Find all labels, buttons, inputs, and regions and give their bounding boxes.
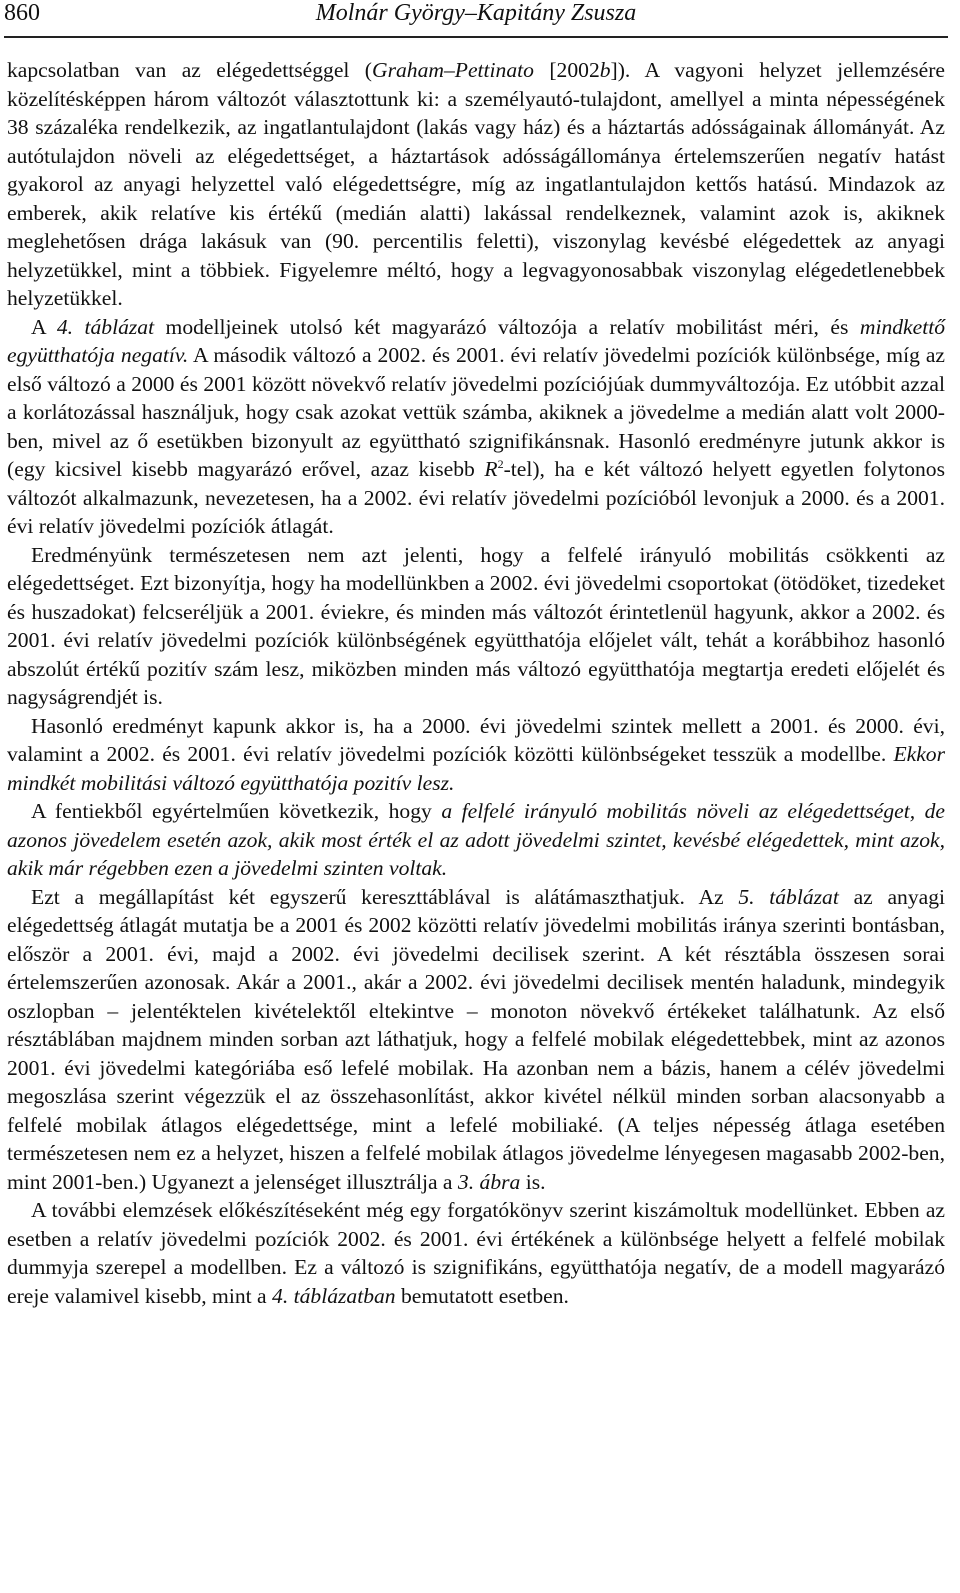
text-run: [2002 (533, 58, 600, 82)
text-run: kapcsolatban van az elégedettséggel ( (7, 58, 372, 82)
paragraph (7, 797, 945, 883)
paragraph (7, 56, 945, 313)
superscript: 2 (497, 457, 504, 471)
body-text (7, 56, 945, 1310)
text-run: is. (520, 1169, 546, 1194)
paragraph (7, 1196, 945, 1310)
italic-run: mindkettő együtthatója negatív. (7, 314, 945, 367)
italic-run: b (599, 58, 611, 82)
paragraph (7, 712, 945, 798)
text-run: A (31, 314, 57, 339)
italic-run: 3. ábra (457, 1169, 521, 1194)
text-run: az anyagi elégedettség átlagát mutatja be a 2001 és 2002 közötti relatív jövedelmi mobilitás iránya szerinti bontásban, először a 2001. évi, majd a 2002. évi jövedelmi decilisek szerint. A két résztábla összesen sorai értelemszerűen azonosak. Akár a 2001., akár a 2002. évi jövedelmi decilisek mentén haladunk, mindegyik oszlopban – jelentéktelen kivételektől eltekintve – monoton növekvő értékeket találhatunk. Az első résztáblában majdnem minden sorban azt láthatjuk, hogy a felfelé mobilak elégedettebbek, mint az azonos 2001. évi jövedelmi kategóriába eső lefelé mobilak. Ha azonban nem a bázis, hanem a célév jövedelmi megoszlása szerint végezzük el az összehasonlítást, akkor kivétel nélkül minden sorban alacsonyabb a felfelé mobilak átlagos elégedettsége, mint a lefelé mobiliaké. (A teljes népesség átlaga esetében természetesen nem ez a helyzet, hiszen a felfelé mobilak átlagos jövedelme lényegesen magasabb 2002-ben, mint 2001-ben.) Ugyanezt a jelenséget illusztrálja a (7, 884, 946, 1194)
italic-run: 5. táblázat (738, 884, 839, 909)
page-header (4, 0, 948, 38)
italic-run: Graham–Pettinato (372, 58, 534, 82)
page-number: 860 (4, 0, 40, 26)
text-run: A második változó a 2002. és 2001. évi relatív jövedelmi pozíciók különbsége, míg az első változó a 2000 és 2001 között növekvő relatív jövedelmi pozíciójúak dummyváltozója. Ez utóbbit azzal a korlátozással használjuk, hogy csak azokat vettük számba, akiknek a jövedelme a medián alatt volt 2000-ben, mivel az ő esetükben bizonyult az együttható szignifikánsnak. Hasonló eredményre jutunk akkor is (egy kicsivel kisebb magyarázó erővel, azaz kisebb (7, 343, 946, 481)
paragraph (7, 541, 945, 712)
text-run: Hasonló eredményt kapunk akkor is, ha a 2000. évi jövedelmi szintek mellett a 2001. és 2000. évi, valamint a 2002. és 2001. évi relatív jövedelmi pozíciók közötti különbségeket tesszük a modellbe. (7, 713, 945, 766)
italic-run: 4. táblázat (56, 314, 155, 339)
italic-run: 4. táblázatban (272, 1283, 396, 1308)
text-run: A fentiekből egyértelműen következik, hogy (31, 799, 442, 823)
italic-run: a felfelé irányuló mobilitás növeli az elégedettséget, de azonos jövedelem esetén azok, akik most érték el az adott jövedelmi szintet, kevésbé elégedettek, mint azok, akik már régebben ezen a jövedelmi szinten voltak. (7, 799, 945, 880)
text-run: modelljeinek utolsó két magyarázó változója a relatív mobilitást méri, és (154, 314, 860, 339)
text-run: Eredményünk természetesen nem azt jelenti, hogy a felfelé irányuló mobilitás csökkenti az elégedettséget. Ezt bizonyítja, hogy ha modellünkben a 2002. évi jövedelmi csoportokat (ötödöket, tizedeket és huszadokat) felcseréljük a 2001. éviekre, és minden más változót érintetlenül hagyunk, akkor a 2002. és 2001. évi relatív jövedelmi pozíciók különbségének együtthatója előjelet vált, tehát a korábbihoz hasonló abszolút értékű pozitív szám lesz, miközben minden más változó együtthatója megtartja eredeti előjelét és nagyságrendjét is. (7, 542, 945, 709)
text-run: Ezt a megállapítást két egyszerű kereszttáblával is alátámaszthatjuk. Az (31, 884, 739, 909)
paragraph (7, 883, 945, 1197)
text-run: bemutatott esetben. (395, 1283, 569, 1308)
text-run: A további elemzések előkészítéseként még egy forgatókönyv szerint kiszámoltuk modellünket. Ebben az esetben a relatív jövedelmi pozíciók 2002. és 2001. évi értékének a különbsége helyett a felfelé mobilak dummyja szerepel a modellben. Ez a változó is szignifikáns, együtthatója negatív, de a modell magyarázó ereje valamivel kisebb, mint a (7, 1198, 945, 1308)
italic-run: R (484, 457, 498, 481)
paragraph (7, 313, 945, 541)
italic-run: Ekkor mindkét mobilitási változó együtthatója pozitív lesz. (7, 742, 945, 795)
text-run: -tel), ha e két változó helyett egyetlen folytonos változót alkalmazunk, nevezetesen, ha a 2002. évi relatív jövedelmi pozícióból levonjuk a 2000. és a 2001. évi relatív jövedelmi pozíciók átlagát. (7, 457, 945, 538)
running-head: Molnár György–Kapitány Zsusza (315, 0, 637, 26)
text-run: ]). A vagyoni helyzet jellemzésére közelítésképpen három változót választottunk ki: a személyautó-tulajdont, amellyel a minta népességének 38 százaléka rendelkezik, az ingatlantulajdont (lakás vagy ház) és a háztartás adósságainak állományát. Az autótulajdon növeli az elégedettséget, a háztartások adósságállománya értelemszerűen negatív hatást gyakorol az anyagi helyzettel való elégedettségre, míg az ingatlantulajdon kettős hatású. Mindazok az emberek, akik relatíve kis értékű (medián alatti) lakással rendelkeznek, valamint azok is, akiknek meglehetősen drága lakásuk van (90. percentilis feletti), viszonylag kevésbé elégedettek az anyagi helyzetükkel, mint a többiek. Figyelemre méltó, hogy a legvagyonosabbak viszonylag elégedetlenebbek helyzetükkel. (7, 58, 945, 310)
header-rule (4, 36, 948, 38)
